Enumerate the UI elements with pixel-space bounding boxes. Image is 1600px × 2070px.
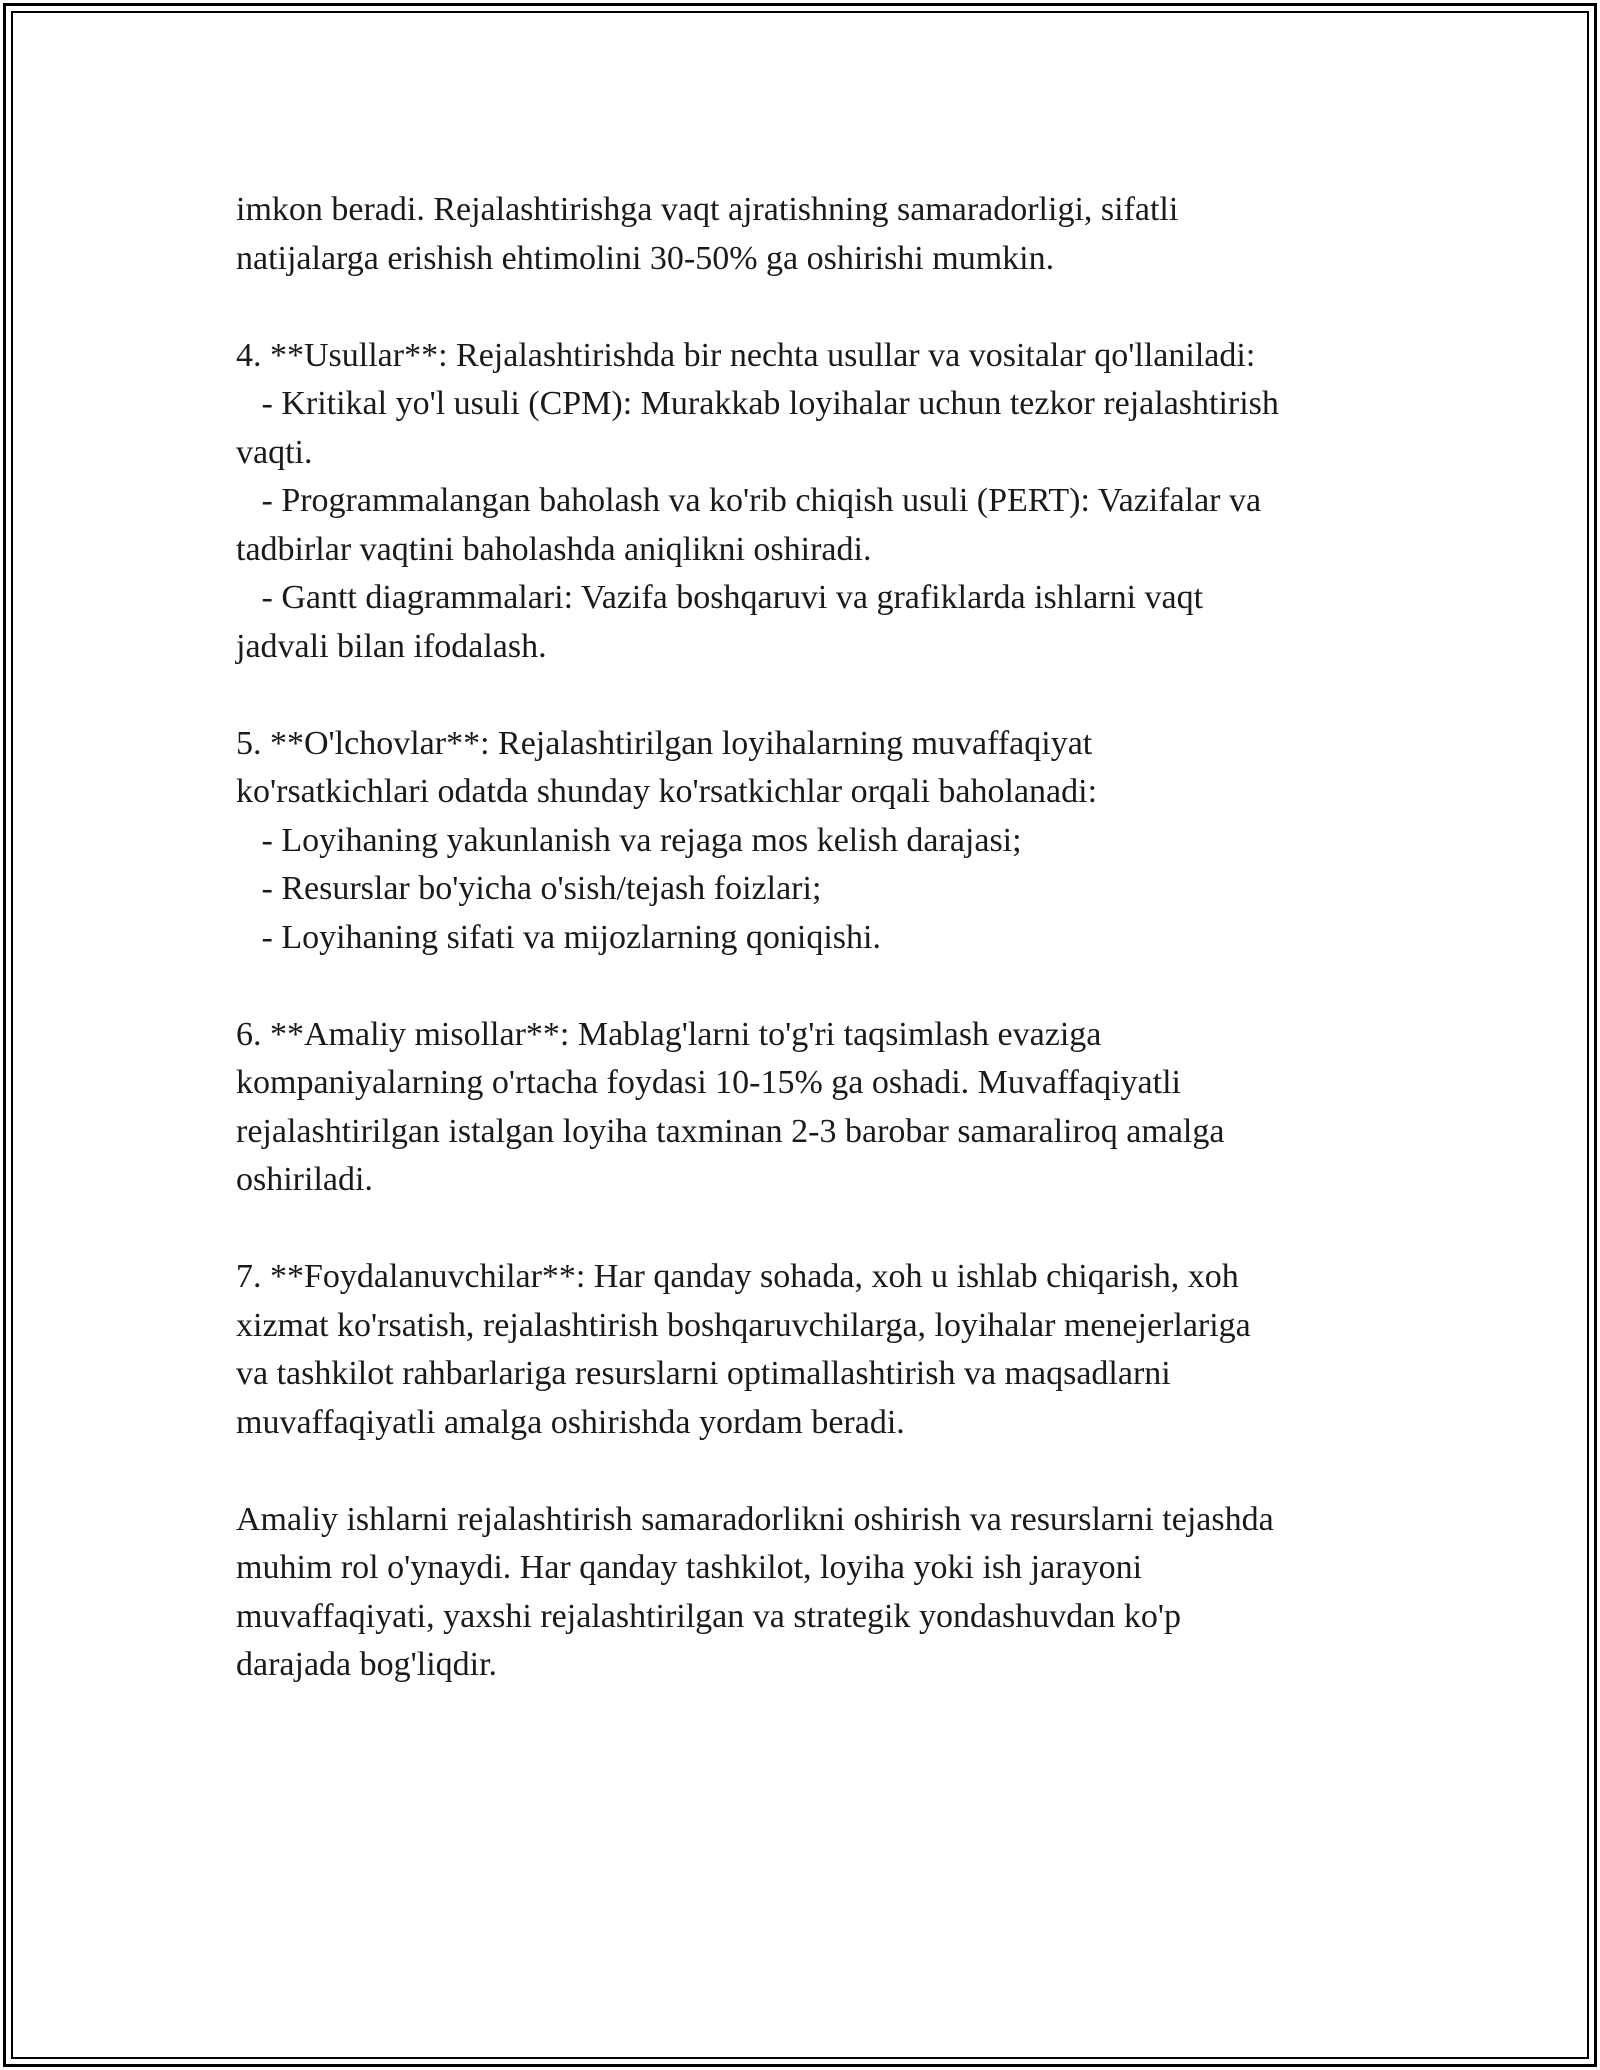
paragraph-usullar [236, 332, 1386, 672]
text-line: muvaffaqiyatli amalga oshirishda yordam beradi. [236, 1403, 905, 1441]
text-line: 4. **Usullar**: Rejalashtirishda bir nechta usullar va vositalar qo'llaniladi: [236, 336, 1256, 374]
paragraph-foydalanuvchilar [236, 1253, 1386, 1447]
text-line: 6. **Amaliy misollar**: Mablag'larni to'g'ri taqsimlash evaziga [236, 1015, 1102, 1053]
text-line: tadbirlar vaqtini baholashda aniqlikni oshiradi. [236, 530, 872, 568]
text-line: kompaniyalarning o'rtacha foydasi 10-15% ga oshadi. Muvaffaqiyatli [236, 1064, 1181, 1101]
text-line: darajada bog'liqdir. [236, 1646, 498, 1683]
list-item-line: - Loyihaning sifati va mijozlarning qoniqishi. [236, 918, 881, 956]
text-line: rejalashtirilgan istalgan loyiha taxminan 2-3 barobar samaraliroq amalga [236, 1112, 1225, 1150]
paragraph-amaliy-misollar [236, 1011, 1386, 1205]
paragraph-conclusion [236, 1496, 1386, 1690]
paragraph-olchovlar [236, 720, 1386, 963]
document-body [236, 186, 1386, 1738]
text-line: natijalarga erishish ehtimolini 30-50% ga oshirishi mumkin. [236, 239, 1055, 277]
paragraph-intro-continuation [236, 186, 1386, 283]
list-item-line: - Loyihaning yakunlanish va rejaga mos kelish darajasi; [236, 821, 1022, 859]
list-item-line: - Kritikal yo'l usuli (CPM): Murakkab loyihalar uchun tezkor rejalashtirish [236, 385, 1279, 422]
text-line: 7. **Foydalanuvchilar**: Har qanday sohada, xoh u ishlab chiqarish, xoh [236, 1258, 1239, 1295]
text-line: 5. **O'lchovlar**: Rejalashtirilgan loyihalarning muvaffaqiyat [236, 724, 1093, 762]
text-line: oshiriladi. [236, 1161, 373, 1198]
text-line: jadvali bilan ifodalash. [236, 627, 547, 665]
text-line: muhim rol o'ynaydi. Har qanday tashkilot, loyiha yoki ish jarayoni [236, 1549, 1143, 1586]
text-line: va tashkilot rahbarlariga resurslarni optimallashtirish va maqsadlarni [236, 1355, 1171, 1392]
text-line: Amaliy ishlarni rejalashtirish samaradorlikni oshirish va resurslarni tejashda [236, 1500, 1274, 1538]
text-line: imkon beradi. Rejalashtirishga vaqt ajratishning samaradorligi, sifatli [236, 191, 1179, 228]
list-item-line: - Gantt diagrammalari: Vazifa boshqaruvi va grafiklarda ishlarni vaqt [236, 579, 1204, 616]
list-item-line: - Resurslar bo'yicha o'sish/tejash foizlari; [236, 870, 822, 907]
text-line: ko'rsatkichlari odatda shunday ko'rsatkichlar orqali baholanadi: [236, 773, 1098, 810]
text-line: muvaffaqiyati, yaxshi rejalashtirilgan va strategik yondashuvdan ko'p [236, 1597, 1181, 1635]
list-item-line: - Programmalangan baholash va ko'rib chiqish usuli (PERT): Vazifalar va [236, 482, 1262, 519]
text-line: xizmat ko'rsatish, rejalashtirish boshqaruvchilarga, loyihalar menejerlariga [236, 1306, 1251, 1344]
text-line: vaqti. [236, 433, 313, 471]
